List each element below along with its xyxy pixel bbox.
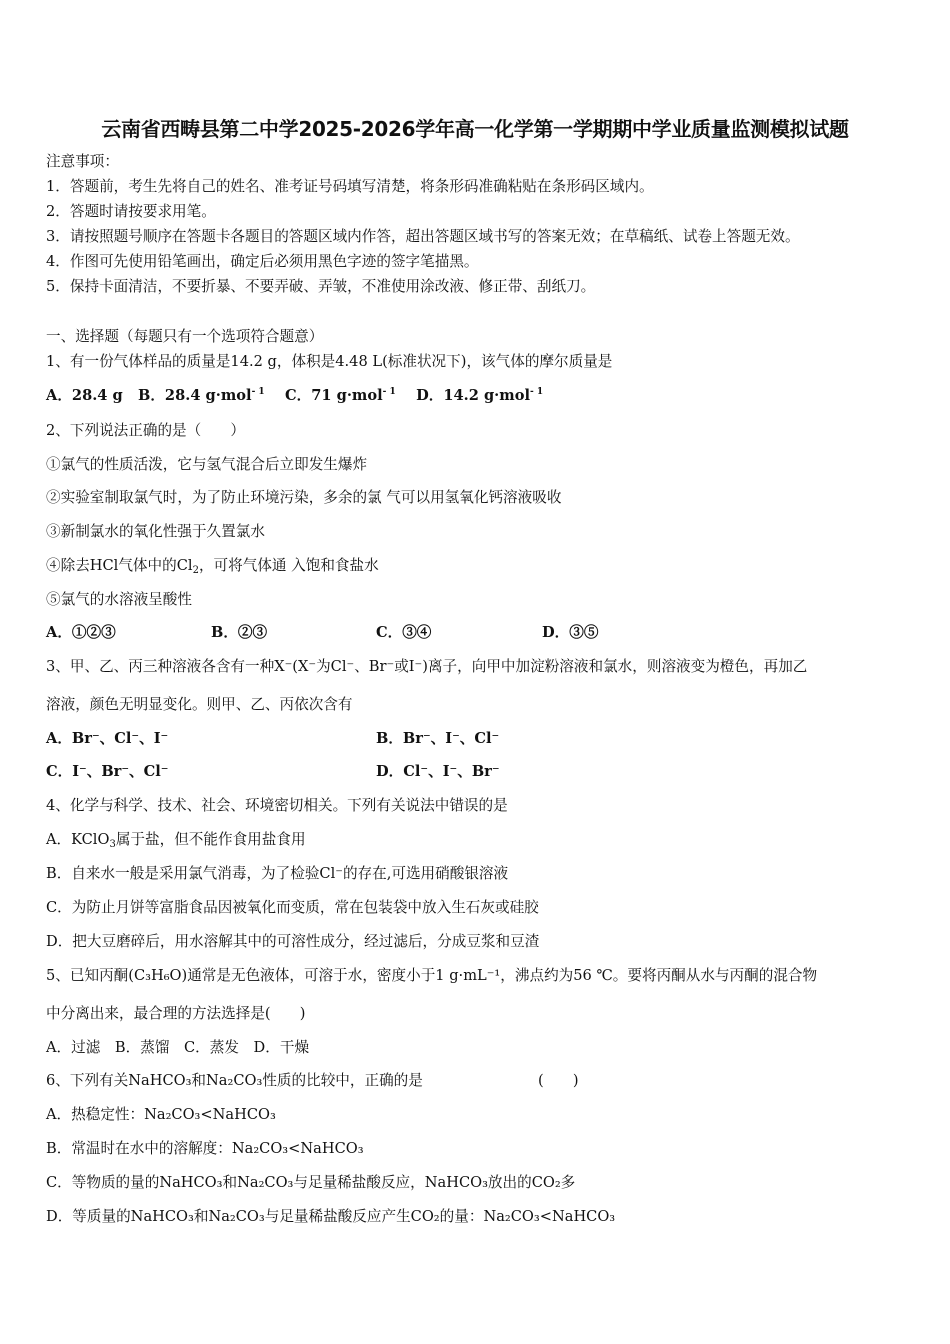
q5-options: A．过滤 B．蒸馏 C．蒸发 D．干燥 (46, 1039, 310, 1056)
q1-option-c-exp: - 1 (382, 387, 396, 397)
q5-stem-line-2: 中分离出来，最合理的方法选择是( ) (46, 1005, 306, 1022)
section-heading: 一、选择题（每题只有一个选项符合题意） (46, 328, 324, 345)
q1-option-c: C．71 g·mol (285, 387, 383, 404)
notice-item-4: 4．作图可先使用铅笔画出，确定后必须用黑色字迹的签字笔描黑。 (46, 253, 479, 270)
q6-option-b: B．常温时在水中的溶解度：Na₂CO₃<NaHCO₃ (46, 1140, 364, 1157)
q4-option-b: B．自来水一般是采用氯气消毒，为了检验Cl⁻的存在,可选用硝酸银溶液 (46, 865, 509, 882)
q3-stem-line-1: 3、甲、乙、丙三种溶液各含有一种X⁻(X⁻为Cl⁻、Br⁻或I⁻)离子，向甲中加淀粉溶液和氯水，则溶液变为橙色，再加乙 (46, 658, 808, 675)
q3-options-row-2 (46, 762, 906, 782)
q6-stem: 6、下列有关NaHCO₃和Na₂CO₃性质的比较中，正确的是 (46, 1072, 423, 1089)
q2-option-a: A．①②③ (46, 624, 116, 641)
q1-stem: 1、有一份气体样品的质量是14.2 g，体积是4.48 L(标准状况下)，该气体的摩尔质量是 (46, 353, 613, 370)
notice-item-1: 1．答题前，考生先将自己的姓名、准考证号码填写清楚，将条形码准确粘贴在条形码区域内。 (46, 178, 654, 195)
q2-option-d: D．③⑤ (542, 624, 599, 641)
q3-option-b: B．Br⁻、I⁻、Cl⁻ (376, 730, 500, 747)
q5-stem-line-1: 5、已知丙酮(C₃H₆O)通常是无色液体，可溶于水，密度小于1 g·mL⁻¹，沸点约为56 ℃。要将丙酮从水与丙酮的混合物 (46, 967, 818, 984)
q2-options (46, 623, 906, 643)
q4-option-a: A．KClO$_3$属于盐，但不能作食用盐食用 (46, 831, 306, 850)
q6-answer-paren: ( ) (538, 1072, 579, 1089)
q1-option-b-exp: - 1 (251, 387, 265, 397)
q3-option-a: A．Br⁻、Cl⁻、I⁻ (46, 730, 169, 747)
q1-option-b: B．28.4 g·mol (138, 387, 252, 404)
notice-item-5: 5．保持卡面清洁，不要折暴、不要弄破、弄皱，不准使用涂改液、修正带、刮纸刀。 (46, 278, 596, 295)
q2-statement-4: ④除去HCl气体中的$Cl_2$，可将气体通 入饱和食盐水 (46, 557, 379, 576)
q2-statement-5: ⑤氯气的水溶液呈酸性 (46, 591, 192, 608)
page-title: 云南省西畴县第二中学2025-2026学年高一化学第一学期期中学业质量监测模拟试题 (101, 117, 849, 141)
q1-options (46, 386, 543, 406)
q4-stem: 4、化学与科学、技术、社会、环境密切相关。下列有关说法中错误的是 (46, 797, 508, 814)
q2-statement-1: ①氯气的性质活泼，它与氢气混合后立即发生爆炸 (46, 456, 368, 473)
q2-stem: 2、下列说法正确的是（ ） (46, 422, 246, 439)
q6-option-a: A．热稳定性：Na₂CO₃<NaHCO₃ (46, 1106, 276, 1123)
notice-item-3: 3．请按照题号顺序在答题卡各题目的答题区域内作答，超出答题区域书写的答案无效；在草稿纸、试卷上答题无效。 (46, 228, 800, 245)
q1-option-d-exp: - 1 (530, 387, 544, 397)
notice-item-2: 2．答题时请按要求用笔。 (46, 203, 216, 220)
q2-statement-3: ③新制氯水的氧化性强于久置氯水 (46, 523, 265, 540)
q3-options-row-1 (46, 729, 906, 749)
q3-stem-line-2: 溶液，颜色无明显变化。则甲、乙、丙依次含有 (46, 696, 353, 713)
q6-option-c: C．等物质的量的NaHCO₃和Na₂CO₃与足量稀盐酸反应，NaHCO₃放出的CO₂多 (46, 1174, 576, 1191)
q3-option-d: D．Cl⁻、I⁻、Br⁻ (376, 763, 500, 780)
q3-option-c: C．I⁻、Br⁻、Cl⁻ (46, 763, 169, 780)
q6-option-d: D．等质量的NaHCO₃和Na₂CO₃与足量稀盐酸反应产生CO₂的量：Na₂CO₃<NaHCO₃ (46, 1208, 616, 1225)
q2-option-b: B．②③ (211, 624, 268, 641)
q2-statement-2: ②实验室制取氯气时，为了防止环境污染，多余的氯 气可以用氢氧化钙溶液吸收 (46, 489, 562, 506)
q1-option-a: A．28.4 g (46, 387, 123, 404)
q4-option-d: D．把大豆磨碎后，用水溶解其中的可溶性成分，经过滤后，分成豆浆和豆渣 (46, 933, 540, 950)
q2-option-c: C．③④ (376, 624, 432, 641)
q4-option-c: C．为防止月饼等富脂食品因被氧化而变质，常在包装袋中放入生石灰或硅胶 (46, 899, 539, 916)
q1-option-d: D．14.2 g·mol (416, 387, 530, 404)
notice-heading: 注意事项： (46, 153, 119, 170)
